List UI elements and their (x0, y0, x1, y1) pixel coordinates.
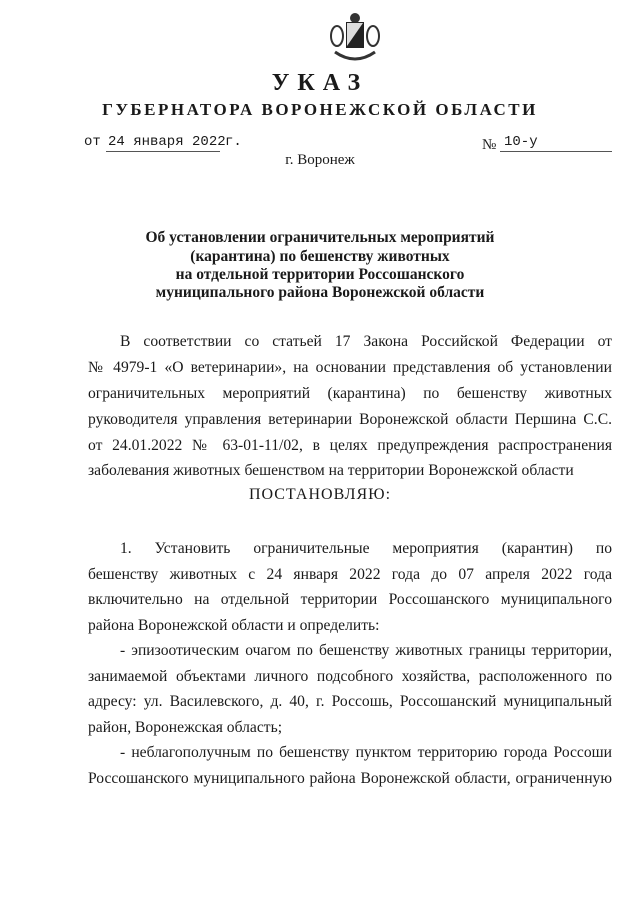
heading-line: Об установлении ограничительных мероприятий (145, 229, 495, 246)
text-line: включительно на отдельной территории Россошанского муниципального (88, 591, 612, 608)
heading-line: муниципального района Воронежской области (155, 284, 485, 301)
heading-line: на отдельной территории Россошанского (175, 266, 465, 283)
text-line: район, Воронежская область; (88, 719, 283, 736)
text-line: заболевания животных бешенством на территории Воронежской области (88, 462, 574, 479)
document-date: 24 января 2022 (108, 134, 226, 150)
date-prefix: от (84, 134, 101, 150)
resolve-heading: ПОСТАНОВЛЯЮ: (248, 486, 392, 503)
heading-line: (карантина) по бешенству животных (190, 248, 450, 265)
city: г. Воронеж (285, 152, 355, 168)
coat-of-arms-emblem (330, 12, 380, 66)
text-line: 1. Установить ограничительные мероприятия (карантин) по (120, 540, 612, 557)
text-line: района Воронежской области и определить: (88, 617, 380, 634)
text-line: занимаемой объектами личного подсобного хозяйства, расположенного по (88, 668, 612, 685)
document-title: УКАЗ (271, 70, 369, 96)
number-label: № (482, 137, 497, 153)
text-line: ограничительных мероприятий (карантина) по бешенству животных (88, 385, 612, 402)
text-line: адресу: ул. Василевского, д. 40, г. Россошь, Россошанский муниципальный (88, 693, 612, 710)
text-line: № 4979-1 «О ветеринарии», на основании представления об установлении (88, 359, 612, 376)
text-line: - неблагополучным по бешенству пунктом территорию города Россоши (120, 744, 612, 761)
text-line: Россошанского муниципального района Воронежской области, ограниченную (88, 770, 612, 787)
text-line: В соответствии со статьей 17 Закона Российской Федерации от (120, 333, 612, 350)
text-line: - эпизоотическим очагом по бешенству животных границы территории, (120, 642, 612, 659)
document-subtitle: ГУБЕРНАТОРА ВОРОНЕЖСКОЙ ОБЛАСТИ (102, 100, 538, 119)
text-line: бешенству животных с 24 января 2022 года до 07 апреля 2022 года (88, 566, 612, 583)
document-number: 10-у (504, 134, 538, 150)
text-line: от 24.01.2022 № 63-01-11/02, в целях предупреждения распространения (88, 437, 612, 454)
date-suffix: г. (225, 134, 242, 150)
text-line: руководителя управления ветеринарии Воронежской области Першина С.С. (88, 411, 612, 428)
